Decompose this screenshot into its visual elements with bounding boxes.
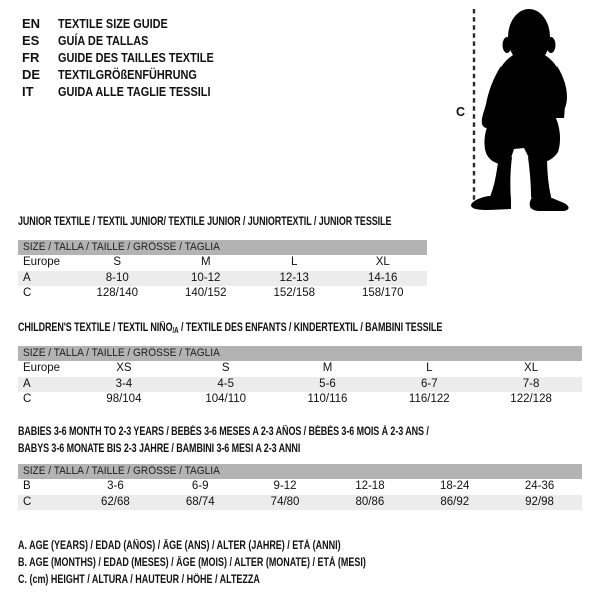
language-code: IT bbox=[22, 84, 34, 99]
table-row bbox=[18, 479, 582, 495]
language-code: ES bbox=[22, 33, 40, 48]
table-row bbox=[18, 255, 427, 271]
table-cell: XS bbox=[116, 362, 132, 374]
table-cell: XL bbox=[375, 256, 390, 268]
table-row bbox=[18, 361, 582, 377]
title-subscript: /A bbox=[172, 326, 179, 335]
size-bar bbox=[18, 346, 582, 361]
children-table-title bbox=[18, 322, 562, 335]
table-cell: 24-36 bbox=[524, 480, 555, 492]
table-cell: 3-6 bbox=[107, 480, 124, 492]
footnotes bbox=[18, 538, 464, 589]
table-cell: 74/80 bbox=[270, 495, 300, 508]
guide-title: GUÍA DE TALLAS bbox=[58, 33, 149, 48]
guide-title: TEXTILE SIZE GUIDE bbox=[58, 16, 168, 31]
table-cell: 3-4 bbox=[115, 377, 133, 390]
footnote-b-text: B. AGE (MONTHS) / EDAD (MESES) / ÂGE (MOIS) / ALTER (MONATE) / ETÀ (MESI) bbox=[18, 557, 366, 569]
table-cell: L bbox=[291, 256, 298, 268]
row-label: C bbox=[23, 393, 32, 405]
footnote-a bbox=[18, 538, 464, 555]
row-label: Europe bbox=[23, 362, 61, 374]
table-cell: L bbox=[426, 362, 433, 374]
size-bar bbox=[18, 464, 582, 479]
table-cell: S bbox=[113, 256, 122, 268]
junior-size-table bbox=[18, 240, 427, 302]
table-cell: 12-18 bbox=[355, 480, 385, 492]
footnote-b bbox=[18, 555, 464, 572]
size-bar-label: SIZE / TALLA / TAILLE / GRÖSSE / TAGLIA bbox=[23, 347, 220, 359]
table-cell: 68/74 bbox=[185, 495, 215, 508]
row-label: C bbox=[23, 495, 32, 508]
table-cell: 4-5 bbox=[217, 377, 234, 390]
size-bar-label: SIZE / TALLA / TAILLE / GRÖSSE / TAGLIA bbox=[23, 241, 220, 253]
row-label: Europe bbox=[23, 256, 61, 268]
table-cell: M bbox=[322, 362, 333, 374]
table-cell: M bbox=[200, 256, 211, 268]
table-row bbox=[18, 495, 582, 511]
table-cell: 5-6 bbox=[319, 377, 336, 390]
children-size-table bbox=[18, 346, 582, 408]
footnote-a-text: A. AGE (YEARS) / EDAD (AÑOS) / ÂGE (ANS) / ALTER (JAHRE) / ETÀ (ANNI) bbox=[18, 540, 341, 552]
language-title-list bbox=[22, 15, 243, 100]
table-cell: 122/128 bbox=[510, 393, 552, 405]
table-cell: 152/158 bbox=[273, 287, 316, 299]
table-cell: 104/110 bbox=[205, 393, 247, 405]
table-cell: 62/68 bbox=[101, 495, 130, 508]
figure-measure-label-c: C bbox=[456, 105, 466, 119]
size-bar-label: SIZE / TALLA / TAILLE / GRÖSSE / TAGLIA bbox=[23, 465, 220, 477]
table-cell: 140/152 bbox=[184, 287, 227, 299]
language-code: DE bbox=[22, 67, 41, 82]
row-label: A bbox=[23, 271, 31, 284]
guide-title: GUIDE DES TAILLES TEXTILE bbox=[58, 50, 214, 65]
row-label: C bbox=[23, 287, 32, 299]
language-row-it bbox=[22, 83, 243, 100]
table-cell: 98/104 bbox=[106, 393, 142, 405]
size-bar bbox=[18, 240, 427, 255]
language-code: FR bbox=[22, 50, 40, 65]
table-cell: 110/116 bbox=[307, 393, 348, 405]
table-cell: XL bbox=[524, 362, 539, 374]
footnote-c bbox=[18, 572, 464, 589]
table-row bbox=[18, 392, 582, 408]
babies-title-line1: BABIES 3-6 MONTH TO 2-3 YEARS / BEBÉS 3-6 MESES A 2-3 AÑOS / BÉBÉS 3-6 MOIS À 2-3 ANS / bbox=[18, 426, 429, 438]
table-cell: 9-12 bbox=[273, 480, 297, 492]
table-row bbox=[18, 377, 582, 393]
row-label: B bbox=[23, 480, 31, 492]
table-cell: 86/92 bbox=[440, 495, 470, 508]
table-cell: 116/122 bbox=[408, 393, 450, 405]
babies-title-line2: BABYS 3-6 MONATE BIS 2-3 JAHRE / BAMBINI 3-6 MESI A 2-3 ANNI bbox=[18, 443, 301, 455]
table-cell: 92/98 bbox=[525, 495, 554, 508]
row-label: A bbox=[23, 377, 31, 390]
toddler-silhouette bbox=[471, 9, 569, 211]
guide-title: TEXTILGRÖßENFÜHRUNG bbox=[58, 67, 197, 82]
guide-title: GUIDA ALLE TAGLIE TESSILI bbox=[58, 84, 211, 99]
title-post: / TEXTILE DES ENFANTS / KINDERTEXTIL / BAMBINI TESSILE bbox=[178, 322, 443, 334]
table-cell: 80/86 bbox=[355, 495, 385, 508]
title-pre: CHILDREN'S TEXTILE / TEXTIL NIÑO bbox=[18, 322, 173, 334]
table-cell: 12-13 bbox=[279, 271, 309, 284]
table-cell: S bbox=[221, 362, 230, 374]
table-cell: 14-16 bbox=[368, 271, 398, 284]
table-cell: 6-7 bbox=[420, 377, 438, 390]
language-row-de bbox=[22, 66, 243, 83]
table-cell: 6-9 bbox=[191, 480, 209, 492]
footnote-c-text: C. (cm) HEIGHT / ALTURA / HAUTEUR / HÖHE / ALTEZZA bbox=[18, 574, 260, 586]
junior-table-title bbox=[18, 216, 497, 228]
table-cell: 10-12 bbox=[191, 271, 221, 284]
table-cell: 7-8 bbox=[522, 377, 540, 390]
table-cell: 8-10 bbox=[105, 271, 129, 284]
language-row-es bbox=[22, 32, 243, 49]
language-row-fr bbox=[22, 49, 243, 66]
table-row bbox=[18, 286, 427, 302]
children-table-title-text bbox=[18, 322, 442, 335]
language-code: EN bbox=[22, 16, 41, 31]
table-row bbox=[18, 271, 427, 287]
table-cell: 18-24 bbox=[440, 480, 470, 492]
table-cell: 128/140 bbox=[96, 287, 139, 299]
babies-table-title bbox=[18, 424, 545, 458]
table-cell: 158/170 bbox=[361, 287, 404, 299]
babies-size-table bbox=[18, 464, 582, 510]
junior-table-title-text: JUNIOR TEXTILE / TEXTIL JUNIOR/ TEXTILE JUNIOR / JUNIORTEXTIL / JUNIOR TESSILE bbox=[18, 216, 392, 228]
language-row-en bbox=[22, 15, 243, 32]
